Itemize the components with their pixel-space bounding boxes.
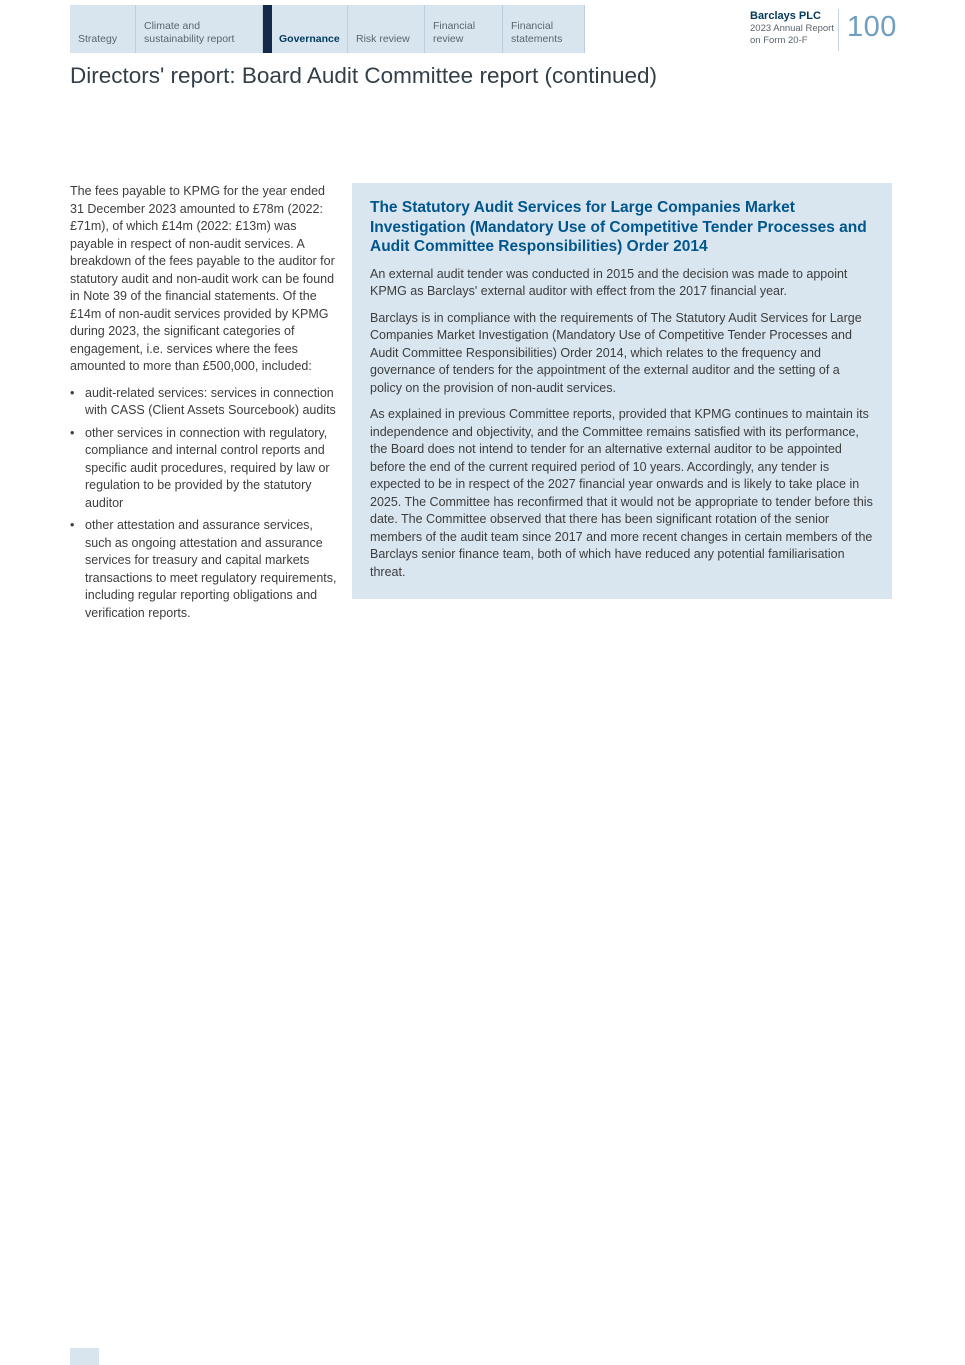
callout-paragraph: An external audit tender was conducted in 2015 and the decision was made to appoint KPMG as Barclays' external auditor with effect from the 2017 financial year. — [370, 266, 848, 298]
tab-governance[interactable] — [263, 5, 348, 53]
list-item — [70, 425, 342, 513]
governance-active-marker — [263, 5, 272, 53]
report-line-2: on Form 20-F — [750, 35, 808, 46]
section-tabs — [70, 5, 585, 53]
report-identity — [750, 10, 834, 47]
list-item — [70, 517, 342, 622]
list-item — [70, 385, 342, 420]
tab-climate-and-sustainability-report[interactable] — [136, 5, 263, 53]
tab-financial-review[interactable] — [425, 5, 503, 53]
tab-strategy[interactable] — [70, 5, 136, 53]
fees-intro-paragraph: The fees payable to KPMG for the year ended 31 December 2023 amounted to £78m (2022: £71m), of which £14m (2022: £13m) was payable in respect of non-audit services. A breakdown of the fees payable to the auditor for statutory audit and non-audit work can be found in Note 39 of the financial statements. Of the £14m of non-audit services provided by KPMG during 2023, the significant categories of engagement, i.e. services where the fees amounted to more than £500,000, included: — [70, 184, 335, 373]
bullet-text: audit-related services: services in connection with CASS (Client Assets Sourcebook) audits — [85, 385, 336, 417]
page-number-divider — [838, 9, 839, 51]
footer-accent — [70, 1348, 99, 1365]
tab-label: Financial statements — [511, 20, 563, 45]
callout-paragraph: As explained in previous Committee reports, provided that KPMG continues to maintain its independence and objectivity, and the Committee remains satisfied with its performance, the Board does not intend to tender for an alternative external auditor to be appointed before the end of the current required period of 10 years. Accordingly, any tender is expected to be in respect of the 2027 financial year onwards and is likely to take place in 2025. The Committee has reconfirmed that it would not be appropriate to tender before this date. The Committee observed that there has been significant rotation of the senior members of the audit team since 2017 and more recent changes in certain members of the Barclays senior finance team, both of which have reduced any potential familiarisation threat. — [370, 407, 873, 579]
page-number: 100 — [847, 11, 897, 43]
bullet-text: other services in connection with regulatory, compliance and internal control reports and specific audit procedures, required by law or regulation to be provided by the statutory auditor — [85, 425, 330, 510]
tab-label: Climate and sustainability report — [144, 20, 235, 45]
brand-name: Barclays PLC — [750, 10, 821, 22]
main-content — [70, 183, 892, 627]
tab-label: Risk review — [356, 32, 410, 45]
callout-heading: The Statutory Audit Services for Large Companies Market Investigation (Mandatory Use of Competitive Tender Processes and Audit Committee Responsibilities) Order 2014 — [370, 199, 867, 255]
tab-label: Financial review — [433, 20, 476, 45]
left-text-column — [70, 183, 342, 627]
bullet-icon: • — [70, 425, 75, 440]
statutory-audit-callout-box — [352, 183, 892, 599]
callout-paragraph: Barclays is in compliance with the requirements of The Statutory Audit Services for Large Companies Market Investigation (Mandatory Use of Competitive Tender Processes and Audit Committee Responsibilities) Order 2014, which relates to the frequency and governance of tenders for the appointment of the external auditor and the setting of a policy on the provision of non-audit services. — [370, 310, 862, 395]
bullet-icon: • — [70, 385, 75, 400]
tab-label: Governance — [279, 32, 340, 45]
page-title: Directors' report: Board Audit Committee report (continued) — [70, 63, 658, 88]
tab-label: Strategy — [78, 32, 118, 45]
tab-risk-review[interactable] — [348, 5, 425, 53]
tab-financial-statements[interactable] — [503, 5, 585, 53]
fees-bullet-list — [70, 385, 342, 623]
report-line-1: 2023 Annual Report — [750, 23, 834, 34]
bullet-text: other attestation and assurance services, such as ongoing attestation and assurance services for treasury and capital markets transactions to meet regulatory requirements, including regular reporting obligations and verification reports. — [85, 518, 337, 620]
bullet-icon: • — [70, 518, 75, 532]
